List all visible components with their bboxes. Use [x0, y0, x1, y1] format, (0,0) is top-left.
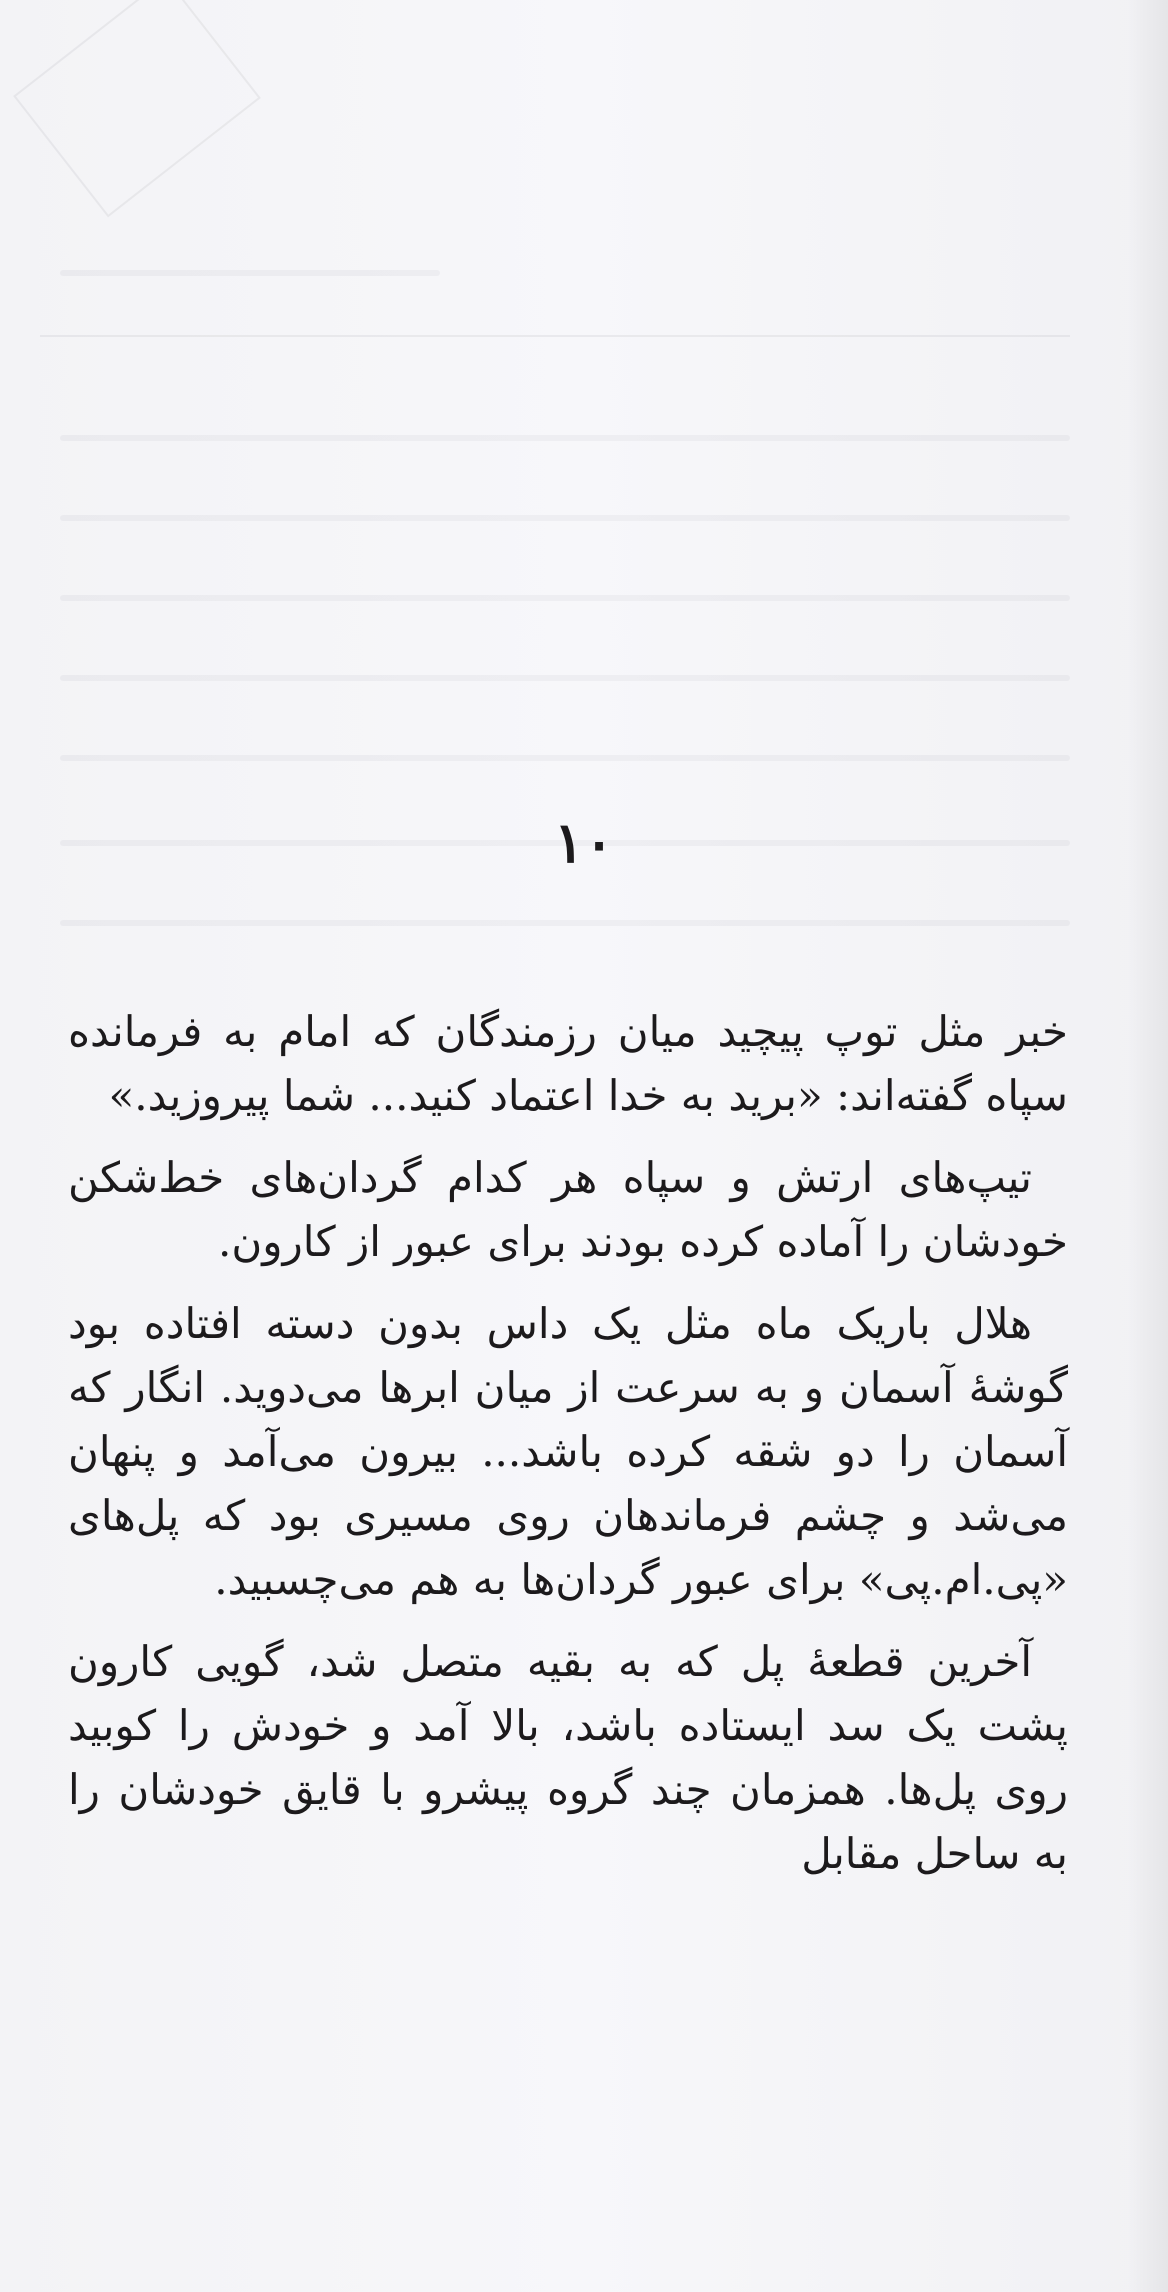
bleed-through-line: [60, 675, 1070, 681]
bleed-through-line: [60, 595, 1070, 601]
paragraph: خبر مثل توپ پیچید میان رزمندگان که امام به فرمانده سپاه گفته‌اند: «برید به خدا اعتماد کنید... شما پیروزید.»: [68, 1007, 1068, 1120]
bleed-through-line: [60, 270, 440, 276]
bleed-through-line: [60, 920, 1070, 926]
bleed-through-stamp: [13, 0, 261, 217]
page-edge-shadow: [1128, 0, 1168, 2292]
bleed-through-line: [60, 515, 1070, 521]
paragraph: تیپ‌های ارتش و سپاه هر کدام گردان‌های خط‌شکن خودشان را آماده کرده بودند برای عبور از کارون.: [68, 1153, 1068, 1266]
paragraph: آخرین قطعهٔ پل که به بقیه متصل شد، گویی کارون پشت یک سد ایستاده باشد، بالا آمد و خودش را کوبید روی پل‌ها. همزمان چند گروه پیشرو با قایق خودشان را به ساحل مقابل: [68, 1637, 1068, 1878]
paragraph: هلال باریک ماه مثل یک داس بدون دسته افتاده بود گوشهٔ آسمان و به سرعت از میان ابرها می‌دوید. انگار که آسمان را دو شقه کرده باشد... بیرون می‌آمد و پنهان می‌شد و چشم فرماندهان روی مسیری بود که پل‌های «پی.ام.پی» برای عبور گردان‌ها به هم می‌چسبید.: [68, 1299, 1068, 1604]
chapter-number: ۱۰: [553, 810, 615, 876]
bleed-through-rule: [40, 335, 1070, 337]
bleed-through-line: [60, 435, 1070, 441]
bleed-through-line: [60, 755, 1070, 761]
chapter-body: [68, 1000, 1068, 1904]
